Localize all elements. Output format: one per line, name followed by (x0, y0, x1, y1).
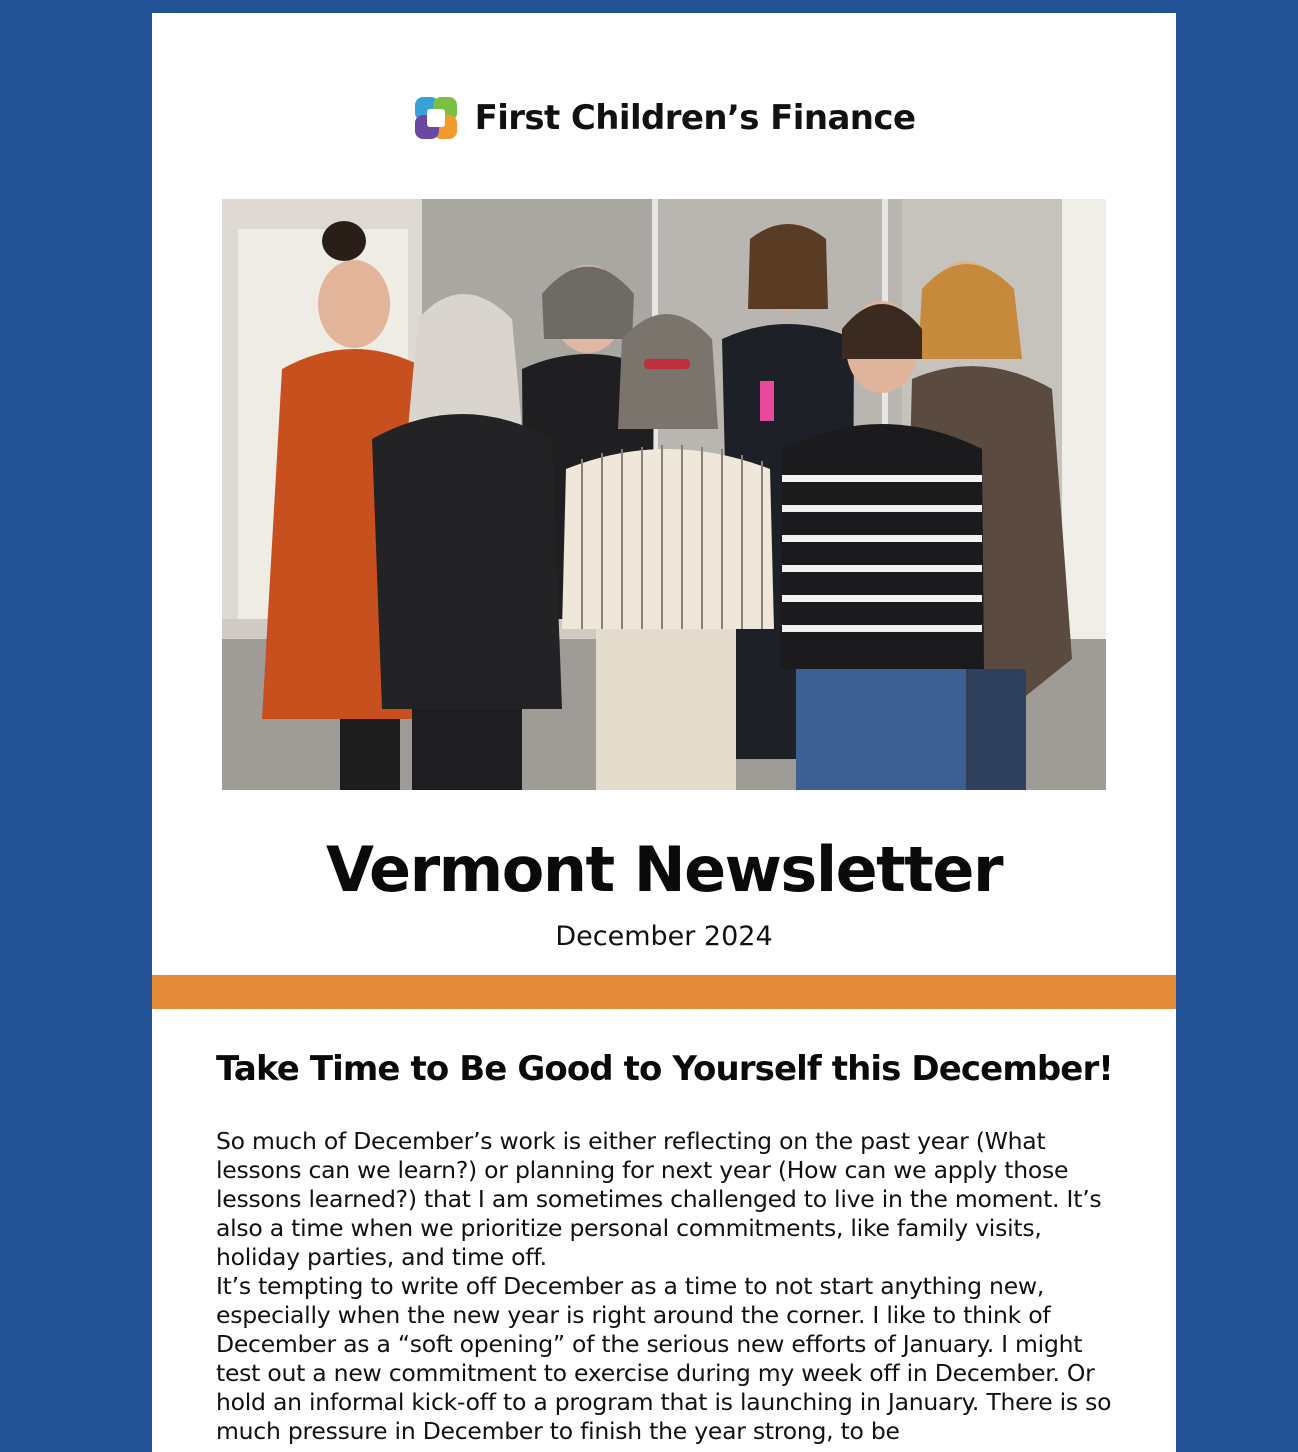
article-body (216, 1127, 1116, 1446)
article-paragraph: It’s tempting to write off December as a time to not start anything new, especially when the new year is right around the corner. I like to think of December as a “soft opening” of the serious new efforts of January. I might test out a new commitment to exercise during my week off in December. Or hold an informal kick-off to a program that is launching in January. There is so much pressure in December to finish the year strong, to be (216, 1272, 1112, 1445)
newsletter-title: Vermont Newsletter (325, 833, 1003, 906)
four-color-knot-logo-icon (413, 95, 459, 141)
newsletter-card (152, 13, 1176, 1452)
article-title: Take Time to Be Good to Yourself this December! (216, 1049, 1113, 1089)
brand-name: First Children’s Finance (474, 98, 916, 138)
newsletter-date: December 2024 (555, 921, 773, 952)
article-paragraph: So much of December’s work is either reflecting on the past year (What lessons can we learn?) or planning for next year (How can we apply those lessons learned?) that I am sometimes challenged to live in the moment. It’s also a time when we prioritize personal commitments, like family visits, holiday parties, and time off. (216, 1127, 1102, 1271)
brand-header[interactable] (152, 95, 1176, 141)
team-photo-image (222, 199, 1106, 790)
section-divider-bar (152, 975, 1176, 1009)
